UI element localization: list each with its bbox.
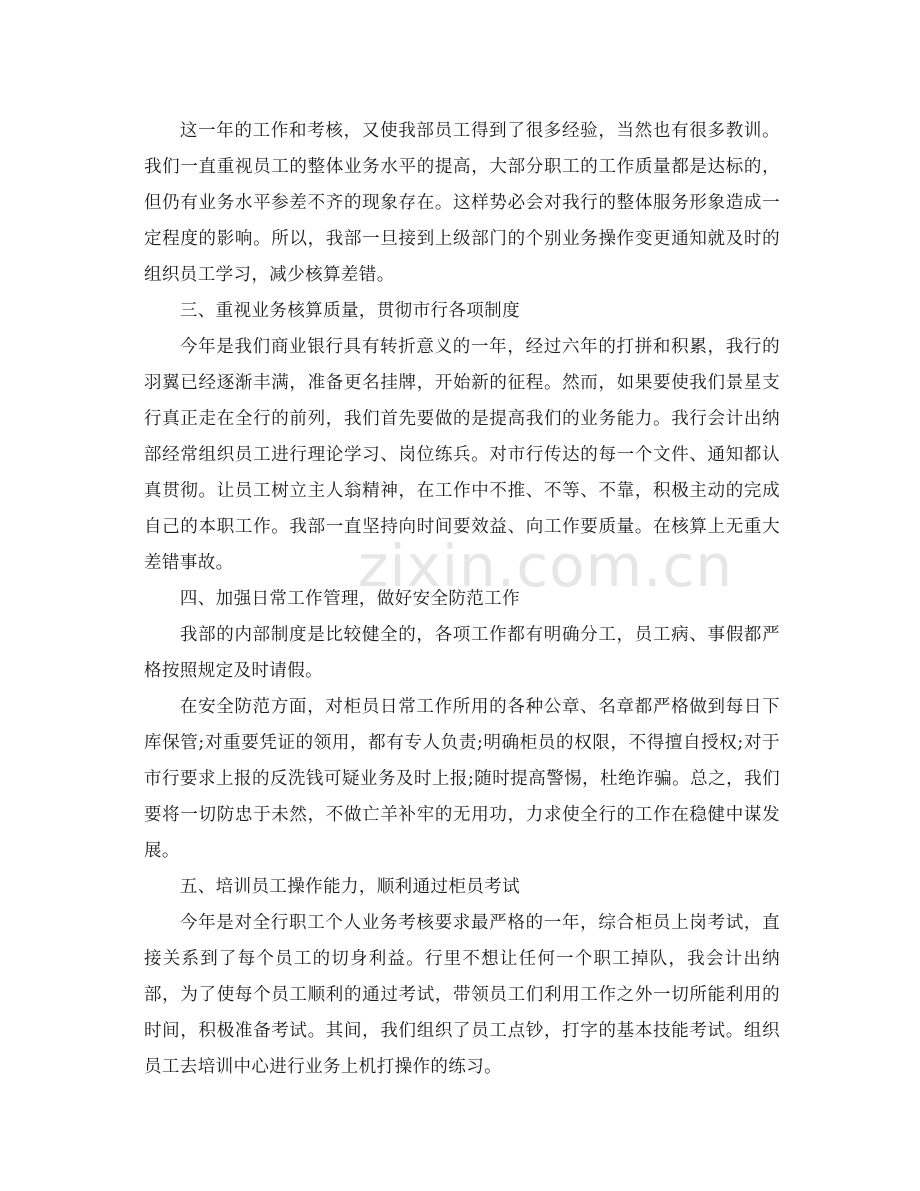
document-body [144,113,780,1085]
section-heading-4: 四、加强日常工作管理，做好安全防范工作 [179,589,520,609]
paragraph-experience: 这一年的工作和考核，又使我部员工得到了很多经验，当然也有很多教训。我们一直重视员工的整体业务水平的提高，大部分职工的工作质量都是达标的，但仍有业务水平参差不齐的现象存在。这样势必会对我行的整体服务形象造成一定程度的影响。所以，我部一旦接到上级部门的个别业务操作变更通知就及时的组织员工学习，减少核算差错。 [144,121,780,285]
paragraph-internal-rules: 我部的内部制度是比较健全的，各项工作都有明确分工，员工病、事假都严格按照规定及时请假。 [144,625,780,681]
section-heading-3: 三、重视业务核算质量，贯彻市行各项制度 [179,301,520,321]
watermark: zixin.com.cn [358,532,734,600]
paragraph-training: 今年是对全行职工个人业务考核要求最严格的一年，综合柜员上岗考试，直接关系到了每个员工的切身利益。行里不想让任何一个职工掉队，我会计出纳部，为了使每个员工顺利的通过考试，带领员工们利用工作之外一切所能利用的时间，积极准备考试。其间，我们组织了员工点钞，打字的基本技能考试。组织员工去培训中心进行业务上机打操作的练习。 [144,913,780,1077]
paragraph-accounting-quality: 今年是我们商业银行具有转折意义的一年，经过六年的打拼和积累，我行的羽翼已经逐渐丰满，准备更名挂牌，开始新的征程。然而，如果要使我们景星支行真正走在全行的前列，我们首先要做的是提高我们的业务能力。我行会计出纳部经常组织员工进行理论学习、岗位练兵。对市行传达的每一个文件、通知都认真贯彻。让员工树立主人翁精神，在工作中不推、不等、不靠，积极主动的完成自己的本职工作。我部一直坚持向时间要效益、向工作要质量。在核算上无重大差错事故。 [144,337,780,573]
section-heading-5: 五、培训员工操作能力，顺利通过柜员考试 [179,877,520,897]
paragraph-security: 在安全防范方面，对柜员日常工作所用的各种公章、名章都严格做到每日下库保管;对重要凭证的领用，都有专人负责;明确柜员的权限，不得擅自授权;对于市行要求上报的反洗钱可疑业务及时上报;随时提高警惕，杜绝诈骗。总之，我们要将一切防忠于未然，不做亡羊补牢的无用功，力求使全行的工作在稳健中谋发展。 [144,697,780,861]
